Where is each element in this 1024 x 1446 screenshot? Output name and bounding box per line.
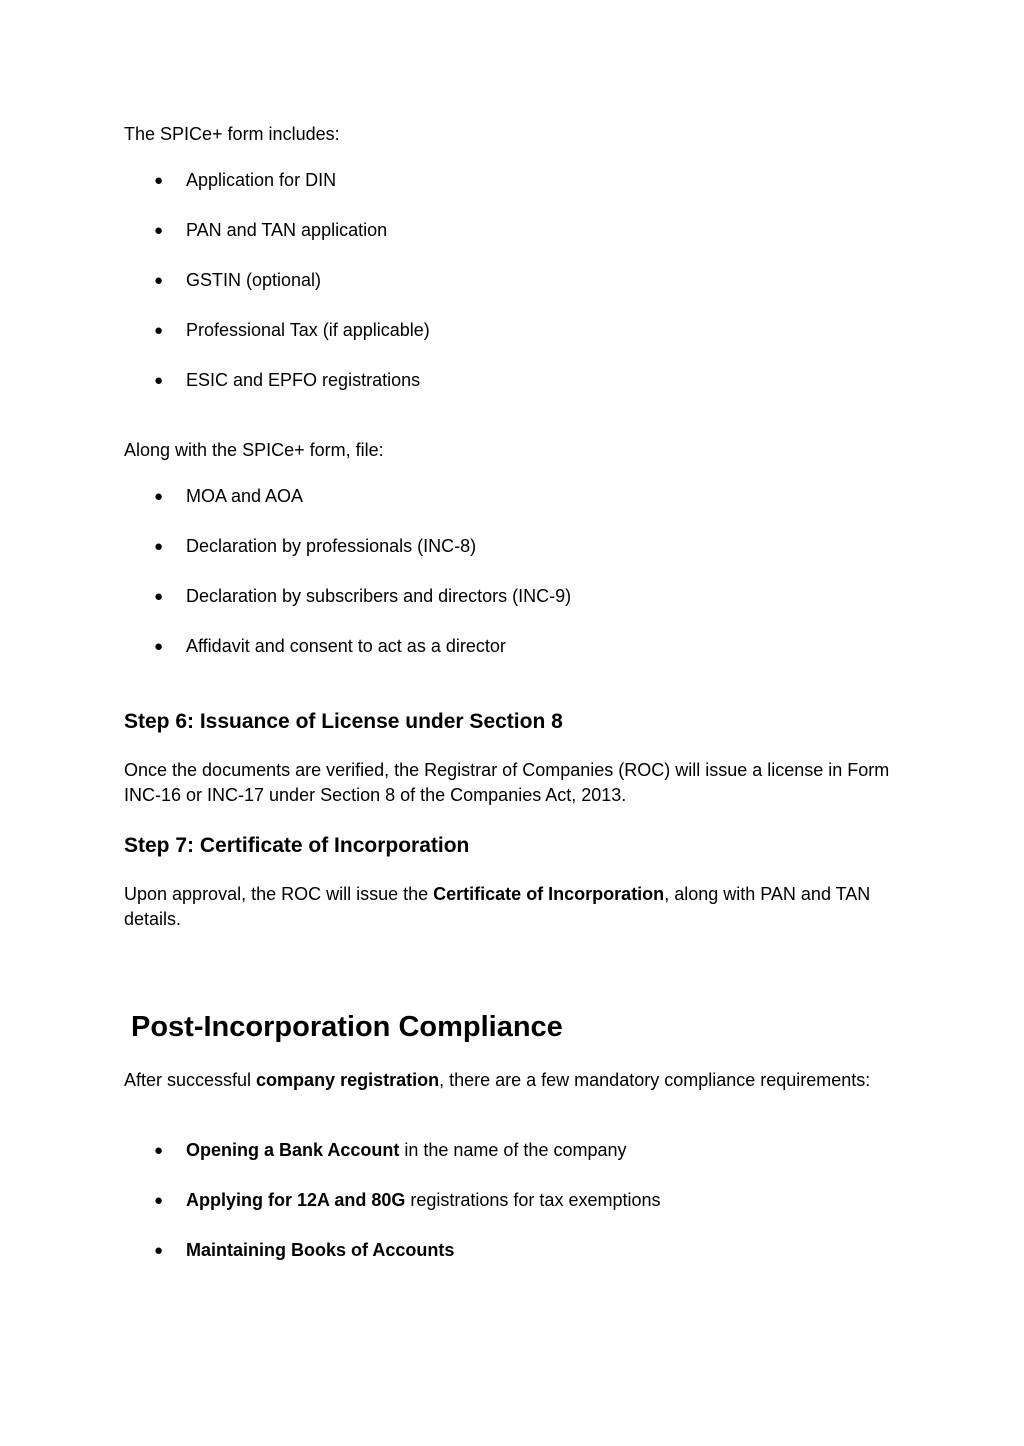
bullet-icon: ● xyxy=(154,222,164,239)
list-item: ● Affidavit and consent to act as a director xyxy=(124,634,571,659)
list-item: ● GSTIN (optional) xyxy=(124,268,430,293)
step7-heading: Step 7: Certificate of Incorporation xyxy=(124,834,470,857)
bullet-icon: ● xyxy=(154,322,164,339)
bullet-icon: ● xyxy=(154,488,164,505)
list-item: ● MOA and AOA xyxy=(124,484,571,509)
compliance-items-list xyxy=(124,1138,661,1263)
list-item: ● Maintaining Books of Accounts xyxy=(124,1238,661,1263)
bullet-icon: ● xyxy=(154,1192,164,1209)
list-item: ● Declaration by subscribers and directors (INC-9) xyxy=(124,584,571,609)
list-item: ● ESIC and EPFO registrations xyxy=(124,368,430,393)
company-registration-term: company registration xyxy=(256,1070,440,1090)
along-with-text: Along with the SPICe+ form, file: xyxy=(124,440,384,460)
bullet-icon: ● xyxy=(154,372,164,389)
bullet-icon: ● xyxy=(154,272,164,289)
bullet-icon: ● xyxy=(154,1142,164,1159)
post-incorporation-heading: Post-Incorporation Compliance xyxy=(131,1011,563,1043)
step6-body: Once the documents are verified, the Registrar of Companies (ROC) will issue a license in Form INC-16 or INC-17 under Section 8 of the Companies Act, 2013. xyxy=(124,760,890,805)
bullet-icon: ● xyxy=(154,538,164,555)
bullet-icon: ● xyxy=(154,588,164,605)
bullet-icon: ● xyxy=(154,638,164,655)
list-item: ● Applying for 12A and 80G registrations for tax exemptions xyxy=(124,1188,661,1213)
list-item: ● Professional Tax (if applicable) xyxy=(124,318,430,343)
list-item: ● Opening a Bank Account in the name of the company xyxy=(124,1138,661,1163)
list-item: ● Application for DIN xyxy=(124,168,430,193)
spice-items-list xyxy=(124,168,430,393)
bullet-icon: ● xyxy=(154,1242,164,1259)
bullet-icon: ● xyxy=(154,172,164,189)
list-item: ● Declaration by professionals (INC-8) xyxy=(124,534,571,559)
file-items-list xyxy=(124,484,571,659)
post-intro: After successful company registration, there are a few mandatory compliance requirements: xyxy=(124,1070,871,1090)
list-item: ● PAN and TAN application xyxy=(124,218,430,243)
step7-body: Upon approval, the ROC will issue the Certificate of Incorporation, along with PAN and TAN details. xyxy=(124,884,871,929)
step6-heading: Step 6: Issuance of License under Section 8 xyxy=(124,710,563,733)
certificate-term: Certificate of Incorporation xyxy=(433,884,665,904)
spice-intro: The SPICe+ form includes: xyxy=(124,124,340,144)
